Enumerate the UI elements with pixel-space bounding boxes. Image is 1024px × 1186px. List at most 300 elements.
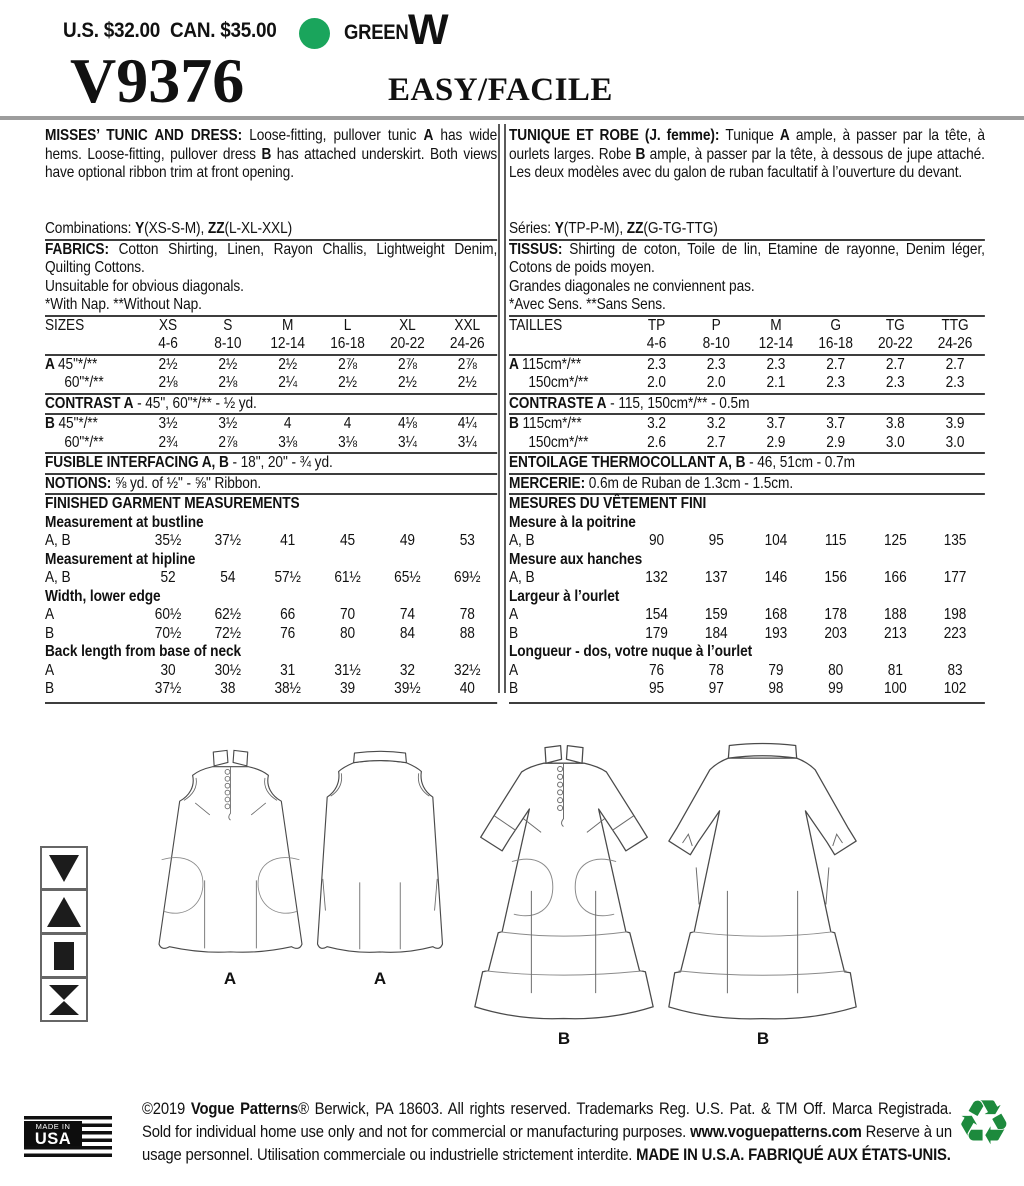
text: (L-XL-XXL) xyxy=(224,220,293,237)
table-row xyxy=(509,356,985,375)
table-cell: 193 xyxy=(764,624,788,642)
bold-text: Measurement at bustline xyxy=(45,513,204,531)
table-cell: 60½ xyxy=(154,606,182,623)
table-cell: 24-26 xyxy=(449,335,485,352)
text: A xyxy=(509,606,519,623)
text: ⅝ yd. of ½" - ⅝" Ribbon. xyxy=(111,474,262,492)
row-label xyxy=(45,434,138,453)
view-a-front-drawing xyxy=(153,744,308,966)
text: A xyxy=(509,661,519,679)
table-cell: 2⅞ xyxy=(457,355,477,373)
table-cell: 35½ xyxy=(154,532,182,549)
bold-text: Back length from base of neck xyxy=(45,643,242,660)
text: *With Nap. **Without Nap. xyxy=(45,296,202,313)
table-cell: 52 xyxy=(160,569,176,586)
table-cell: 37½ xyxy=(154,680,182,697)
bold-text: Y xyxy=(135,220,145,237)
table-cell: 4 xyxy=(343,415,352,432)
figure-type-letter: W xyxy=(408,6,448,54)
table-cell: 76 xyxy=(280,624,296,642)
table-cell: 20-22 xyxy=(878,335,913,352)
text: - 45", 60"*/** - ½ yd. xyxy=(133,394,257,412)
text: - 46, 51cm - 0.7m xyxy=(745,454,855,471)
table-cell: 40 xyxy=(459,680,475,697)
view-b-front-drawing xyxy=(469,742,659,1026)
made-in-usa-flag-icon xyxy=(24,1116,112,1157)
text: ® Berwick, PA 18603. All rights reserved. Trademarks Reg. U.S. Pat. & TM Off. Marca Registrada. Sold for individual home use only and not for commercial or manufacturing purposes. xyxy=(142,1099,952,1141)
text: 60"*/** xyxy=(64,374,104,391)
table-cell: 2⅞ xyxy=(218,433,238,451)
row-label xyxy=(509,374,627,393)
table-cell: 2⅞ xyxy=(338,355,357,373)
text: (G-TG-TTG) xyxy=(643,220,718,237)
table-cell: 135 xyxy=(943,532,967,549)
hourglass-icon xyxy=(40,978,88,1022)
table-cell: 66 xyxy=(280,606,296,623)
table-cell: 203 xyxy=(824,624,847,642)
table-cell: 3.0 xyxy=(885,433,905,451)
text: ©2019 xyxy=(142,1099,191,1118)
table-cell: 78 xyxy=(708,661,724,679)
table-cell: 83 xyxy=(947,661,963,679)
bold-text: TISSUS: xyxy=(509,240,570,258)
table-cell: 188 xyxy=(884,606,907,623)
text-line xyxy=(509,643,985,662)
view-label: A xyxy=(223,969,237,988)
collar-right xyxy=(566,746,583,764)
table-cell: 4 xyxy=(283,415,292,432)
table-cell: 32½ xyxy=(454,661,481,679)
text: Reserve à un usage personnel. Utilisation commerciale ou industrielle strictement interdite. xyxy=(142,1121,952,1164)
table-cell: 2.3 xyxy=(706,355,726,373)
table-cell: 31½ xyxy=(334,661,361,679)
bold-text: FABRICS: xyxy=(45,240,119,258)
text-line xyxy=(45,643,497,662)
view-a-back xyxy=(312,746,448,989)
table-cell: S xyxy=(223,316,233,334)
table-cell: 88 xyxy=(459,624,475,642)
row-label xyxy=(45,374,138,393)
tunic-a-back-body xyxy=(318,761,443,953)
collar-right xyxy=(233,750,248,766)
table-cell: 16-18 xyxy=(330,335,365,352)
table-row xyxy=(509,317,985,336)
table-cell: 137 xyxy=(704,569,728,586)
table-cell: 2¼ xyxy=(278,374,298,391)
french-column xyxy=(509,127,985,704)
table-row xyxy=(45,625,497,644)
bold-text: A xyxy=(779,127,790,144)
table-cell: XL xyxy=(399,316,416,334)
table-cell: 198 xyxy=(943,606,967,623)
bold-text: MADE IN U.S.A. FABRIQUÉ AUX ÉTATS-UNIS. xyxy=(636,1144,951,1164)
table-row xyxy=(509,335,985,356)
table-cell: 69½ xyxy=(454,569,481,586)
table-cell: 213 xyxy=(884,624,907,642)
table-cell: TG xyxy=(885,316,905,334)
bold-text: B xyxy=(635,145,646,163)
bold-text: CONTRAST A xyxy=(45,394,134,412)
table-cell: 156 xyxy=(824,569,847,586)
text: (XS-S-M), xyxy=(144,220,208,237)
table-cell: 2½ xyxy=(218,355,238,373)
table-cell: TP xyxy=(647,316,666,334)
table-cell: 2.3 xyxy=(885,374,905,391)
table-cell: 8-10 xyxy=(214,335,242,352)
text-line xyxy=(509,278,985,297)
table-row xyxy=(45,532,497,551)
table-cell: 3⅛ xyxy=(338,433,357,451)
table-cell: 38 xyxy=(220,680,236,697)
cut-layout-symbols xyxy=(40,846,88,1022)
bold-text: A xyxy=(509,355,523,373)
row-label xyxy=(509,415,627,434)
table-row xyxy=(45,415,497,434)
table-cell: L xyxy=(343,316,352,334)
table-cell: 115 xyxy=(824,532,847,549)
table-cell: 3.0 xyxy=(945,433,965,451)
table-row xyxy=(45,569,497,588)
bold-text: MISSES’ TUNIC AND DRESS: xyxy=(45,127,250,144)
table-cell: 3.7 xyxy=(766,415,786,432)
text-line xyxy=(509,514,985,533)
price-us: U.S. $32.00 xyxy=(63,18,161,42)
text: 150cm*/** xyxy=(528,433,589,451)
row-label xyxy=(509,434,627,453)
table-cell: 16-18 xyxy=(818,335,853,352)
table-cell: 2.9 xyxy=(826,433,845,451)
view-label: B xyxy=(756,1029,770,1048)
bold-text: TUNIQUE ET ROBE (J. femme): xyxy=(509,127,726,144)
table-row xyxy=(45,356,497,375)
table-cell: 2.9 xyxy=(766,433,786,451)
view-b-front xyxy=(468,742,660,1049)
table-cell: 30½ xyxy=(214,661,242,679)
table-cell: 81 xyxy=(887,661,903,679)
row-label xyxy=(509,569,627,588)
text: A xyxy=(45,661,55,679)
table-cell: 3.8 xyxy=(885,415,905,432)
text: A xyxy=(45,606,55,623)
table-cell: 4⅛ xyxy=(397,415,417,432)
table-cell: 99 xyxy=(828,680,844,697)
row-label xyxy=(509,606,627,625)
text-line xyxy=(509,454,985,475)
bold-text: Y xyxy=(554,220,564,237)
table-cell: 3.2 xyxy=(647,415,666,432)
bold-text: ZZ xyxy=(207,220,225,237)
bold-text: B xyxy=(45,415,59,432)
bold-text: Longueur - dos, votre nuque à l’ourlet xyxy=(509,643,753,660)
bold-text: FUSIBLE INTERFACING A, B xyxy=(45,454,229,471)
table-cell: TTG xyxy=(941,316,969,334)
row-label xyxy=(45,625,138,644)
price-can: CAN. $35.00 xyxy=(170,18,277,42)
table-cell: 57½ xyxy=(274,569,301,586)
table-cell: 80 xyxy=(828,661,844,679)
price-line xyxy=(63,18,276,43)
bold-text: A xyxy=(45,355,59,373)
table-cell: 76 xyxy=(648,661,665,679)
table-cell: 2.7 xyxy=(885,355,905,373)
recycle-icon: ♻ xyxy=(956,1086,1012,1159)
triangle-up-icon xyxy=(40,890,88,934)
header-divider xyxy=(0,116,1024,120)
text: 115cm*/** xyxy=(522,355,582,373)
bold-text: FINISHED GARMENT MEASUREMENTS xyxy=(45,495,300,512)
table-cell: 166 xyxy=(884,569,907,586)
table-row xyxy=(45,374,497,395)
table-cell: 2⅛ xyxy=(218,374,238,391)
text: B xyxy=(45,680,55,697)
text: SIZES xyxy=(45,316,85,334)
table-cell: 12-14 xyxy=(270,335,305,352)
row-label xyxy=(509,680,627,699)
table-cell: 2.7 xyxy=(706,433,726,451)
row-label xyxy=(509,532,627,551)
text-line xyxy=(45,127,497,183)
row-label xyxy=(45,662,138,681)
text: has wide hems. Loose-fitting, pullover dress xyxy=(45,127,498,163)
view-a-front xyxy=(150,744,310,989)
table-cell: 54 xyxy=(220,569,236,586)
text: 60"*/** xyxy=(64,433,104,451)
text-line xyxy=(509,296,985,317)
text: Grandes diagonales ne conviennent pas. xyxy=(509,277,755,295)
table-cell: 3¼ xyxy=(397,433,417,451)
table-cell: 2.7 xyxy=(945,355,965,373)
table-cell: 45 xyxy=(339,532,356,549)
text-line xyxy=(45,514,497,533)
bold-text: B xyxy=(261,145,272,163)
table-cell: 53 xyxy=(459,532,475,549)
table-row xyxy=(45,606,497,625)
table-row xyxy=(45,335,497,356)
table-cell: 4¼ xyxy=(457,415,477,432)
text: Loose-fitting, pullover tunic xyxy=(249,127,424,144)
table-cell: 61½ xyxy=(334,569,361,586)
text: A, B xyxy=(509,569,535,586)
table-cell: G xyxy=(830,316,841,334)
row-label xyxy=(45,569,138,588)
table-cell: 2½ xyxy=(397,374,417,391)
row-label xyxy=(509,335,627,354)
text: 45"*/** xyxy=(58,415,98,432)
bold-text: Mesure à la poitrine xyxy=(509,513,636,531)
text-line xyxy=(509,551,985,570)
color-dot-icon xyxy=(299,18,330,49)
table-cell: 95 xyxy=(648,680,665,697)
table-cell: 159 xyxy=(704,606,728,623)
table-cell: 3⅛ xyxy=(278,433,298,451)
row-label xyxy=(45,606,138,625)
table-row xyxy=(509,625,985,644)
table-cell: 62½ xyxy=(214,606,242,623)
pattern-number: V9376 xyxy=(70,45,245,116)
table-cell: 2½ xyxy=(338,374,357,391)
table-cell: 2.3 xyxy=(647,355,666,373)
text-line xyxy=(45,278,497,297)
bold-text: A xyxy=(423,127,434,144)
text: B xyxy=(509,624,519,642)
bold-text: NOTIONS: xyxy=(45,474,112,492)
table-cell: 20-22 xyxy=(390,335,425,352)
text: - 18", 20" - ¾ yd. xyxy=(228,454,333,471)
row-label xyxy=(45,356,138,375)
flag-made-in-text: MADE IN xyxy=(35,1122,71,1131)
text-line xyxy=(509,127,985,202)
table-cell: 70 xyxy=(339,606,356,623)
table-cell: 98 xyxy=(768,680,784,697)
table-cell: 78 xyxy=(459,606,475,623)
table-cell: 95 xyxy=(708,532,724,549)
table-cell: 125 xyxy=(884,532,907,549)
table-cell: 38½ xyxy=(274,680,301,697)
text-line xyxy=(45,475,497,496)
text: 0.6m de Ruban de 1.3cm - 1.5cm. xyxy=(585,474,794,492)
text: A, B xyxy=(509,532,535,549)
table-cell: 39½ xyxy=(394,680,421,697)
view-label: B xyxy=(557,1029,571,1048)
table-cell: 30 xyxy=(160,661,176,679)
copyright-text xyxy=(142,1098,952,1166)
text-line xyxy=(45,395,497,416)
table-cell: 31 xyxy=(280,661,296,679)
text: ample, à passer par la tête, à ourlets larges. Robe xyxy=(509,127,985,163)
table-cell: 184 xyxy=(704,624,728,642)
table-cell: 154 xyxy=(645,606,668,623)
table-row xyxy=(509,532,985,551)
flag-usa-text: USA xyxy=(34,1129,72,1148)
table-cell: 3.2 xyxy=(706,415,726,432)
table-cell: 84 xyxy=(399,624,415,642)
table-cell: 2.3 xyxy=(945,374,965,391)
table-cell: M xyxy=(282,316,294,334)
table-cell: 104 xyxy=(764,532,788,549)
collar-band xyxy=(728,744,796,759)
table-row xyxy=(509,569,985,588)
collar-left xyxy=(545,746,562,764)
table-cell: 32 xyxy=(399,661,415,679)
english-column xyxy=(45,127,497,704)
text: 45"*/** xyxy=(58,355,98,373)
table-cell: XS xyxy=(158,316,178,334)
triangle-down-icon xyxy=(40,846,88,890)
table-cell: 8-10 xyxy=(702,335,730,352)
table-cell: 3½ xyxy=(158,415,178,432)
collar-band xyxy=(354,751,407,762)
text-line xyxy=(509,495,985,514)
table-cell: 49 xyxy=(399,532,415,549)
text: Unsuitable for obvious diagonals. xyxy=(45,277,244,295)
table-cell: 90 xyxy=(648,532,665,549)
table-cell: 97 xyxy=(708,680,724,697)
difficulty-label: EASY/FACILE xyxy=(388,72,613,108)
table-cell: 100 xyxy=(884,680,907,697)
text: Cotton Shirting, Linen, Rayon Challis, Lightweight Denim, Quilting Cottons. xyxy=(45,240,498,276)
table-cell: 168 xyxy=(764,606,788,623)
text: 150cm*/** xyxy=(528,374,589,391)
table-cell: 79 xyxy=(768,661,784,679)
row-label xyxy=(509,625,627,644)
table-cell: 41 xyxy=(280,532,296,549)
table-cell: 65½ xyxy=(394,569,421,586)
flag-canton xyxy=(24,1121,82,1146)
table-cell: 3½ xyxy=(218,415,238,432)
table-row xyxy=(509,434,985,455)
table-cell: 3.9 xyxy=(945,415,965,432)
table-cell: 223 xyxy=(943,624,967,642)
rectangle-icon xyxy=(40,934,88,978)
row-label xyxy=(509,356,627,375)
text: ample, à passer par la tête, à dessous de jupe attaché. Les deux modèles avec du galon de ruban facultatif à l’ouverture du devant. xyxy=(509,145,985,181)
bold-text: B xyxy=(509,415,523,432)
view-b-back xyxy=(660,742,866,1049)
table-row xyxy=(45,680,497,699)
table-cell: 2¾ xyxy=(158,433,178,451)
text: *Avec Sens. **Sans Sens. xyxy=(509,296,666,313)
text: has attached underskirt. Both views have optional ribbon trim at front opening. xyxy=(45,145,498,181)
table-cell: 2.0 xyxy=(706,374,726,391)
table-cell: 2½ xyxy=(457,374,477,391)
table-row xyxy=(509,415,985,434)
table-cell: 2.3 xyxy=(826,374,845,391)
table-cell: 4-6 xyxy=(158,335,178,352)
table-cell: P xyxy=(711,316,721,334)
text-line xyxy=(45,588,497,607)
text: A, B xyxy=(45,532,71,549)
bold-text: ZZ xyxy=(626,220,644,237)
text-line xyxy=(509,220,985,241)
bold-text: Largeur à l’ourlet xyxy=(509,587,620,605)
text-line xyxy=(45,495,497,514)
table-cell: 2½ xyxy=(158,355,178,373)
table-cell: 80 xyxy=(339,624,356,642)
table-row xyxy=(509,662,985,681)
bold-text: MESURES DU VÊTEMENT FINI xyxy=(509,495,707,512)
text: - 115, 150cm*/** - 0.5m xyxy=(606,394,750,412)
dress-b-back-body xyxy=(669,758,856,1019)
text: B xyxy=(509,680,519,697)
table-cell: 2⅞ xyxy=(397,355,417,373)
column-divider-left xyxy=(498,124,500,693)
row-label xyxy=(45,335,138,354)
text-line xyxy=(509,395,985,416)
text-line xyxy=(509,475,985,496)
bold-text: Width, lower edge xyxy=(45,587,161,605)
view-label: A xyxy=(373,969,387,988)
table-cell: 37½ xyxy=(214,532,242,549)
table-cell: 39 xyxy=(339,680,356,697)
bold-text: CONTRASTE A xyxy=(509,394,607,412)
text-line xyxy=(45,551,497,570)
table-cell: 74 xyxy=(399,606,415,623)
table-cell: 2⅛ xyxy=(158,374,178,391)
table-row xyxy=(509,606,985,625)
text: 115cm*/** xyxy=(522,415,582,432)
table-cell: 132 xyxy=(645,569,668,586)
table-row xyxy=(45,434,497,455)
bold-text: www.voguepatterns.com xyxy=(690,1121,862,1141)
text: Tunique xyxy=(725,127,780,144)
row-label xyxy=(45,317,138,336)
table-cell: 178 xyxy=(824,606,847,623)
text-line xyxy=(45,220,497,241)
table-cell: 2.1 xyxy=(766,374,786,391)
row-label xyxy=(45,415,138,434)
table-row xyxy=(45,317,497,336)
row-label xyxy=(45,532,138,551)
